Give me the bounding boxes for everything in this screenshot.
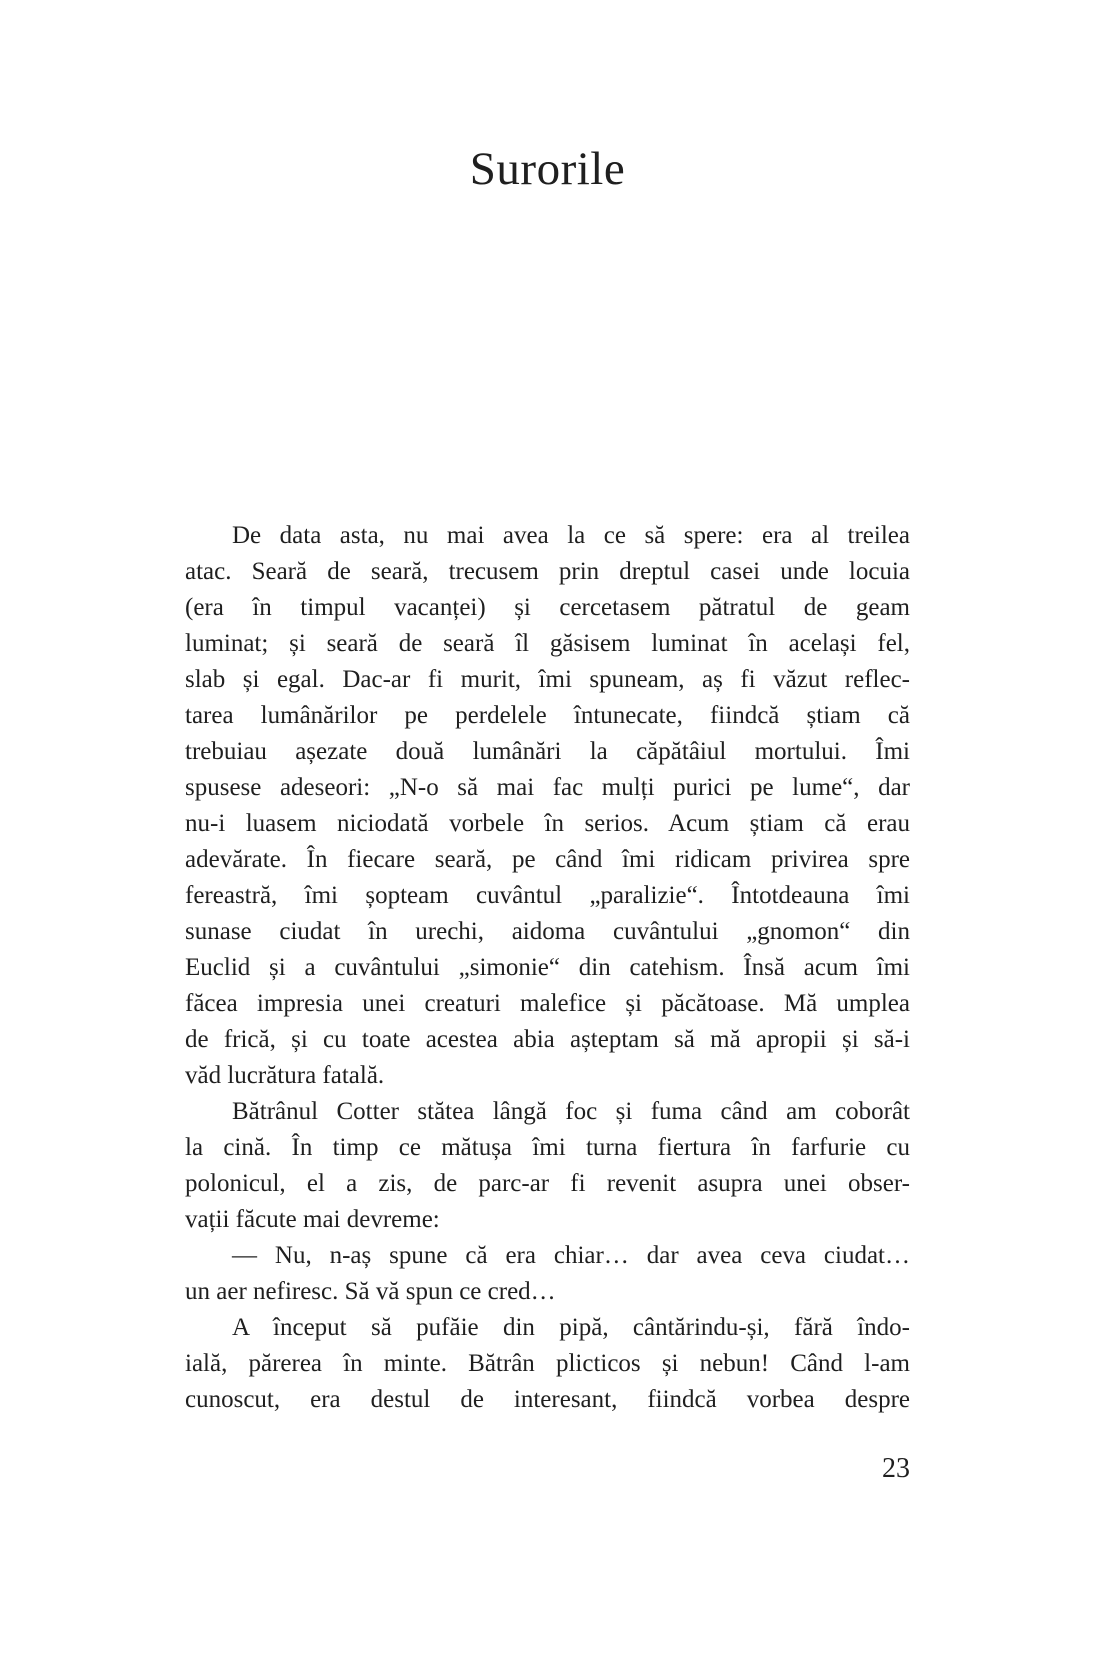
text-line: cunoscut, era destul de interesant, fiindcă vorbea despre <box>185 1386 910 1413</box>
text-line: văd lucrătura fatală. <box>185 1062 385 1089</box>
text-line: la cină. În timp ce mătușa îmi turna fiertura în farfurie cu <box>185 1134 910 1161</box>
story-title: Surorile <box>469 143 626 195</box>
text-line: Bătrânul Cotter stătea lângă foc și fuma când am coborât <box>232 1098 910 1125</box>
text-line: luminat; și seară de seară îl găsisem luminat în același fel, <box>185 630 910 657</box>
text-line: polonicul, el a zis, de parc-ar fi revenit asupra unei obser- <box>185 1170 910 1197</box>
text-line: fereastră, îmi șopteam cuvântul „paralizie“. Întotdeauna îmi <box>185 882 910 909</box>
text-line: A început să pufăie din pipă, cântărindu-și, fără îndo- <box>232 1314 910 1341</box>
text-line: spusese adeseori: „N-o să mai fac mulți purici pe lume“, dar <box>185 774 910 801</box>
text-line: făcea impresia unei creaturi malefice și păcătoase. Mă umplea <box>185 990 910 1017</box>
text-line: tarea lumânărilor pe perdelele întunecate, fiindcă știam că <box>185 702 910 729</box>
text-line: De data asta, nu mai avea la ce să spere: era al treilea <box>232 522 910 549</box>
text-line: nu-i luasem niciodată vorbele în serios. Acum știam că erau <box>185 810 910 837</box>
text-line: sunase ciudat în urechi, aidoma cuvântului „gnomon“ din <box>185 918 910 945</box>
text-line: Euclid și a cuvântului „simonie“ din catehism. Însă acum îmi <box>185 954 910 981</box>
text-line: atac. Seară de seară, trecusem prin dreptul casei unde locuia <box>185 558 910 585</box>
text-line: adevărate. În fiecare seară, pe când îmi ridicam privirea spre <box>185 846 910 873</box>
text-line: vații făcute mai devreme: <box>185 1206 440 1233</box>
body-text <box>185 518 910 1418</box>
text-line: slab și egal. Dac-ar fi murit, îmi spuneam, aș fi văzut reflec- <box>185 666 910 693</box>
text-line: — Nu, n-aș spune că era chiar… dar avea ceva ciudat… <box>232 1242 910 1269</box>
page-number: 23 <box>882 1453 910 1484</box>
text-line: de frică, și cu toate acestea abia așteptam să mă apropii și să-i <box>185 1026 910 1053</box>
text-line: (era în timpul vacanței) și cercetasem pătratul de geam <box>185 594 910 621</box>
text-line: un aer nefiresc. Să vă spun ce cred… <box>185 1278 556 1305</box>
text-line: trebuiau așezate două lumânări la căpătâiul mortului. Îmi <box>185 738 910 765</box>
text-line: ială, părerea în minte. Bătrân plicticos și nebun! Când l-am <box>185 1350 910 1377</box>
